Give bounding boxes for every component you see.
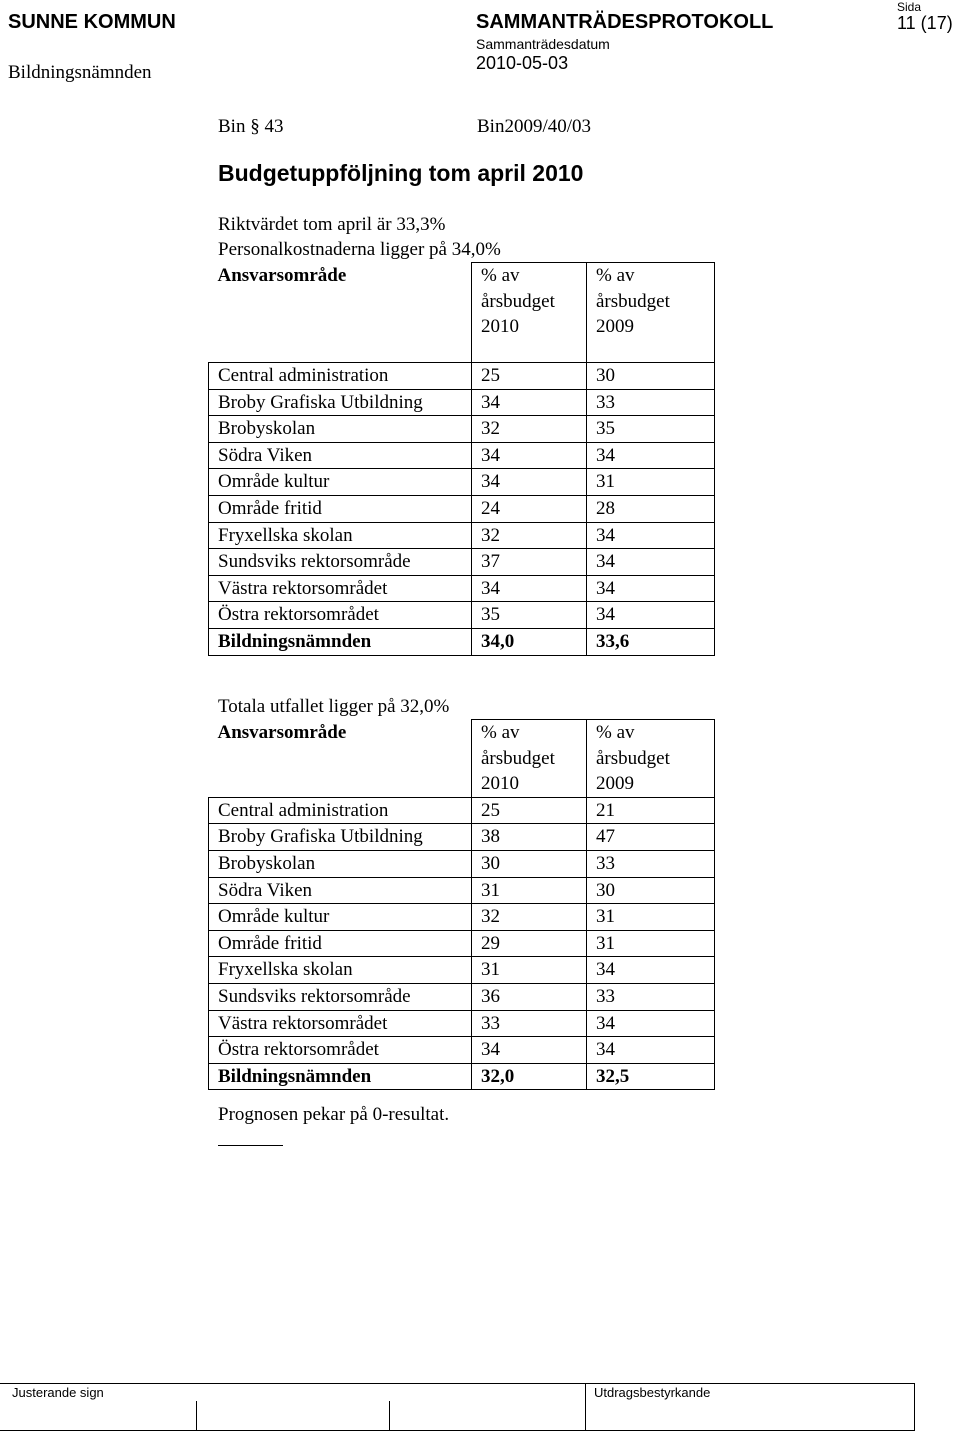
extract-label: Utdragsbestyrkande (594, 1385, 711, 1400)
sign-divider (389, 1401, 390, 1430)
table-row: Broby Grafiska Utbildning 38 47 (209, 824, 715, 851)
section-title: Budgetuppföljning tom april 2010 (218, 160, 584, 186)
header-2009: % av årsbudget 2009 (587, 720, 715, 798)
table-row: Broby Grafiska Utbildning 34 33 (209, 389, 715, 416)
org-name: SUNNE KOMMUN (8, 11, 176, 33)
table-total-row: Bildningsnämnden 32,0 32,5 (209, 1063, 715, 1090)
table-total-row: Bildningsnämnden 34,0 33,6 (209, 628, 715, 655)
budget-table-total (208, 719, 715, 1090)
table-row: Central administration 25 30 (209, 363, 715, 390)
committee-name: Bildningsnämnden (8, 62, 152, 83)
forecast-line: Prognosen pekar på 0-resultat. (218, 1104, 450, 1125)
intro-line-2: Personalkostnaderna ligger på 34,0% (218, 239, 501, 260)
table-row: Sundsviks rektorsområde 36 33 (209, 983, 715, 1010)
doc-type: SAMMANTRÄDESPROTOKOLL (476, 11, 774, 33)
meeting-date: 2010-05-03 (476, 53, 569, 73)
table-row: Östra rektorsområdet 35 34 (209, 602, 715, 629)
page-number: 11 (17) (897, 13, 953, 33)
outcome-line: Totala utfallet ligger på 32,0% (218, 696, 450, 717)
header-2010: % av årsbudget 2010 (472, 720, 587, 798)
table-row: Område kultur 34 31 (209, 469, 715, 496)
header-2010: % av årsbudget 2010 (472, 263, 587, 363)
header-area: Ansvarsområde (217, 264, 347, 286)
sign-label: Justerande sign (12, 1385, 104, 1400)
signature-footer (0, 1383, 915, 1431)
table-row: Område kultur 32 31 (209, 904, 715, 931)
case-number: Bin2009/40/03 (477, 116, 592, 137)
table-row: Fryxellska skolan 32 34 (209, 522, 715, 549)
date-label: Sammanträdesdatum (476, 36, 610, 52)
table-header-row (209, 263, 715, 363)
table-row: Central administration 25 21 (209, 797, 715, 824)
budget-table-personnel (208, 262, 715, 656)
page-label: Sida (897, 0, 922, 14)
table-header-row (209, 720, 715, 798)
end-rule (218, 1145, 283, 1146)
sign-divider (196, 1401, 197, 1430)
intro-line-1: Riktvärdet tom april är 33,3% (218, 214, 446, 235)
paragraph-number: Bin § 43 (218, 116, 284, 137)
table-row: Södra Viken 34 34 (209, 442, 715, 469)
table-row: Område fritid 24 28 (209, 495, 715, 522)
header-2009: % av årsbudget 2009 (587, 263, 715, 363)
table-row: Brobyskolan 30 33 (209, 850, 715, 877)
sign-divider (585, 1384, 586, 1430)
table-row: Fryxellska skolan 31 34 (209, 957, 715, 984)
table-row: Östra rektorsområdet 34 34 (209, 1037, 715, 1064)
table-row: Södra Viken 31 30 (209, 877, 715, 904)
header-area: Ansvarsområde (217, 721, 347, 743)
table-row: Västra rektorsområdet 34 34 (209, 575, 715, 602)
table-row: Sundsviks rektorsområde 37 34 (209, 549, 715, 576)
table-row: Brobyskolan 32 35 (209, 416, 715, 443)
table-row: Västra rektorsområdet 33 34 (209, 1010, 715, 1037)
table-row: Område fritid 29 31 (209, 930, 715, 957)
